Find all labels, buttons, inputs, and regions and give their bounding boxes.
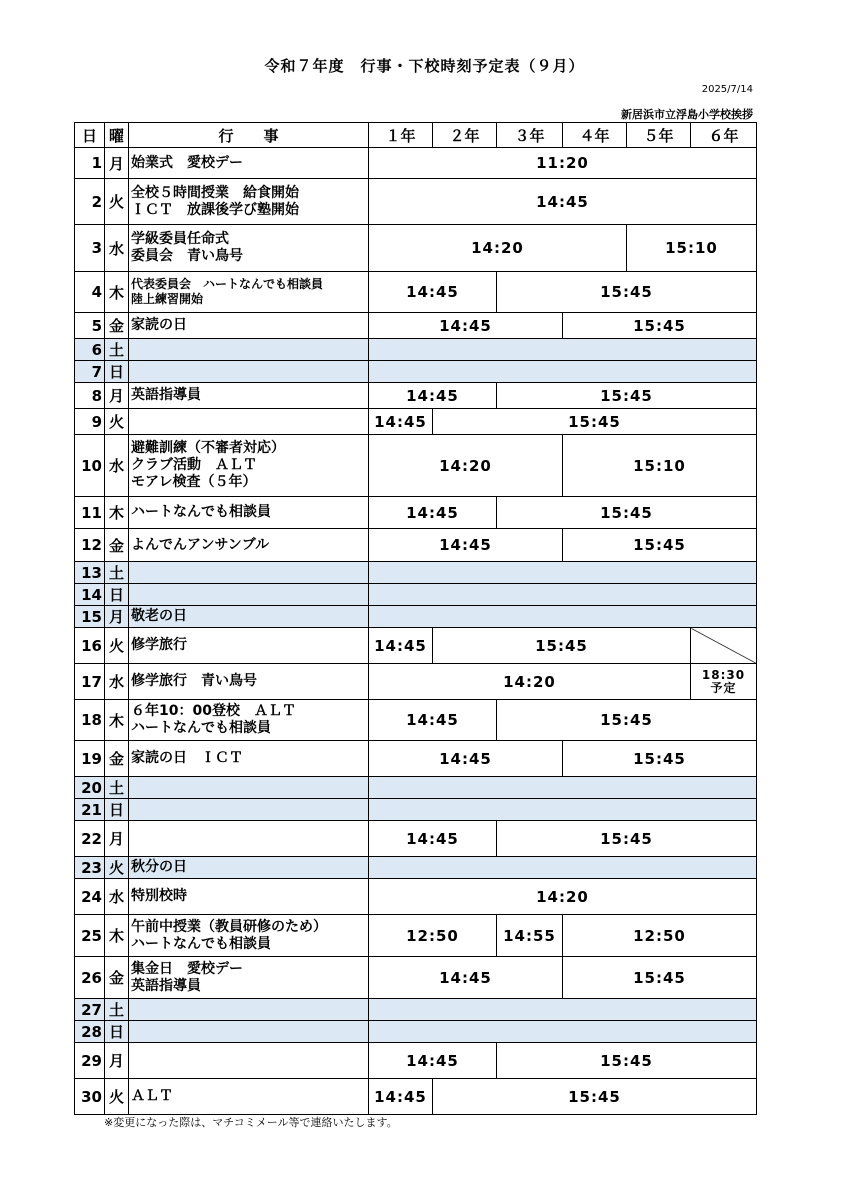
header-grade-2: ２年	[433, 123, 497, 148]
event-line: 修学旅行	[131, 637, 187, 653]
event-line: 全校５時間授業 給食開始	[131, 184, 299, 201]
schedule-row	[75, 741, 757, 777]
dismissal-time-cell: 14:45	[369, 628, 433, 664]
event-cell	[129, 915, 369, 957]
weekday-cell: 月	[105, 148, 129, 179]
schedule-row	[75, 148, 757, 179]
weekday-cell: 木	[105, 497, 129, 529]
weekday-cell: 月	[105, 383, 129, 409]
dismissal-time-cell: 15:45	[563, 957, 757, 999]
event-line: 代表委員会 ハートなんでも相談員	[131, 277, 324, 291]
dismissal-time-cell: 12:50	[563, 915, 757, 957]
weekday-cell: 水	[105, 879, 129, 915]
time-empty-cell	[369, 1021, 757, 1043]
weekday-cell: 火	[105, 179, 129, 225]
weekday-cell: 日	[105, 1021, 129, 1043]
time-empty-cell	[369, 562, 757, 584]
weekday-cell: 火	[105, 628, 129, 664]
footnote: ※変更になった際は、マチコミメール等で連絡いたします。	[104, 1116, 398, 1129]
dismissal-time-cell: 14:45	[369, 1079, 433, 1115]
header-grade-3: ３年	[497, 123, 563, 148]
header-dow: 曜	[105, 123, 129, 148]
header-grade-6: ６年	[691, 123, 757, 148]
event-cell	[129, 664, 369, 700]
schedule-row	[75, 915, 757, 957]
dismissal-time-cell: 14:45	[369, 272, 497, 313]
schedule-row	[75, 497, 757, 529]
weekday-cell: 火	[105, 1079, 129, 1115]
dismissal-time-cell: 14:45	[369, 957, 563, 999]
time-empty-cell	[369, 799, 757, 821]
event-line: ハートなんでも相談員	[131, 935, 271, 952]
dismissal-time-cell: 15:10	[627, 225, 757, 272]
event-cell	[129, 700, 369, 741]
dismissal-time-cell: 14:45	[369, 700, 497, 741]
event-line: 午前中授業（教員研修のため）	[131, 918, 327, 935]
event-cell	[129, 497, 369, 529]
day-cell: 19	[75, 741, 105, 777]
schedule-row	[75, 606, 757, 628]
schedule-row	[75, 361, 757, 383]
dismissal-time-cell: 14:55	[497, 915, 563, 957]
dismissal-time-cell: 14:45	[369, 497, 497, 529]
note-cell	[691, 664, 757, 700]
weekday-cell: 土	[105, 562, 129, 584]
note-line: 予定	[710, 680, 737, 695]
day-cell: 17	[75, 664, 105, 700]
dismissal-time-cell: 15:45	[563, 313, 757, 339]
dismissal-time-cell: 15:45	[497, 497, 757, 529]
event-cell	[129, 1043, 369, 1079]
day-cell: 18	[75, 700, 105, 741]
schedule-row	[75, 664, 757, 700]
event-line: ＩＣＴ 放課後学び塾開始	[131, 201, 299, 218]
event-line: 特別校時	[131, 888, 187, 904]
day-cell: 23	[75, 857, 105, 879]
day-cell: 25	[75, 915, 105, 957]
day-cell: 11	[75, 497, 105, 529]
time-empty-cell	[369, 999, 757, 1021]
day-cell: 2	[75, 179, 105, 225]
schedule-row	[75, 999, 757, 1021]
schedule-row	[75, 857, 757, 879]
schedule-row	[75, 777, 757, 799]
dismissal-time-cell: 14:45	[369, 1043, 497, 1079]
dismissal-time-cell: 14:20	[369, 225, 627, 272]
weekday-cell: 金	[105, 313, 129, 339]
event-cell	[129, 435, 369, 497]
event-cell	[129, 225, 369, 272]
day-cell: 28	[75, 1021, 105, 1043]
header-grade-4: ４年	[563, 123, 627, 148]
event-line: 集金日 愛校デー	[131, 960, 243, 977]
day-cell: 3	[75, 225, 105, 272]
event-line: 英語指導員	[131, 387, 201, 403]
dismissal-time-cell: 15:10	[563, 435, 757, 497]
dismissal-time-cell: 15:45	[563, 529, 757, 562]
event-line: 敬老の日	[131, 608, 187, 624]
day-cell: 9	[75, 409, 105, 435]
note-line: 18:30	[701, 667, 746, 682]
schedule-row	[75, 584, 757, 606]
header-day: 日	[75, 123, 105, 148]
schedule-row	[75, 1021, 757, 1043]
dismissal-time-cell: 15:45	[433, 1079, 757, 1115]
event-line: ハートなんでも相談員	[131, 504, 271, 520]
schedule-row	[75, 957, 757, 999]
event-cell	[129, 957, 369, 999]
weekday-cell: 月	[105, 1043, 129, 1079]
header-grade-5: ５年	[627, 123, 691, 148]
day-cell: 22	[75, 821, 105, 857]
time-empty-cell	[369, 606, 757, 628]
schedule-row	[75, 383, 757, 409]
event-cell	[129, 741, 369, 777]
event-line: 学級委員任命式	[131, 231, 229, 247]
event-cell	[129, 999, 369, 1021]
time-empty-cell	[369, 339, 757, 361]
dismissal-time-cell: 12:50	[369, 915, 497, 957]
event-cell	[129, 272, 369, 313]
event-cell	[129, 1079, 369, 1115]
dismissal-time-cell: 14:45	[369, 741, 563, 777]
schedule-row	[75, 879, 757, 915]
event-line: ＡＬＴ	[131, 1088, 173, 1104]
diagonal-slash-cell	[691, 628, 757, 664]
dismissal-time-cell: 15:45	[497, 821, 757, 857]
event-cell	[129, 361, 369, 383]
header-row	[75, 123, 757, 148]
weekday-cell: 火	[105, 857, 129, 879]
schedule-row	[75, 339, 757, 361]
event-cell	[129, 799, 369, 821]
weekday-cell: 火	[105, 409, 129, 435]
day-cell: 29	[75, 1043, 105, 1079]
event-cell	[129, 409, 369, 435]
schedule-row	[75, 562, 757, 584]
dismissal-time-cell: 14:45	[369, 313, 563, 339]
day-cell: 8	[75, 383, 105, 409]
schedule-row	[75, 225, 757, 272]
event-cell	[129, 339, 369, 361]
time-empty-cell	[369, 857, 757, 879]
event-cell	[129, 777, 369, 799]
schedule-row	[75, 435, 757, 497]
event-cell	[129, 1021, 369, 1043]
event-cell	[129, 562, 369, 584]
weekday-cell: 日	[105, 584, 129, 606]
weekday-cell: 金	[105, 957, 129, 999]
weekday-cell: 水	[105, 225, 129, 272]
event-line: ６年10：00登校 ＡＬＴ	[131, 703, 296, 719]
dismissal-time-cell: 14:20	[369, 664, 691, 700]
schedule-row	[75, 313, 757, 339]
event-line: クラブ活動 ＡＬＴ	[131, 457, 257, 473]
day-cell: 21	[75, 799, 105, 821]
day-cell: 6	[75, 339, 105, 361]
schedule-row	[75, 1043, 757, 1079]
event-cell	[129, 529, 369, 562]
dismissal-time-cell: 15:45	[433, 409, 757, 435]
dismissal-time-cell: 14:20	[369, 879, 757, 915]
school-name: 新居浜市立浮島小学校挨拶	[621, 108, 753, 121]
weekday-cell: 金	[105, 529, 129, 562]
header-grade-1: １年	[369, 123, 433, 148]
dismissal-time-cell: 14:45	[369, 821, 497, 857]
weekday-cell: 水	[105, 435, 129, 497]
event-line: 家読の日	[131, 317, 187, 333]
weekday-cell: 日	[105, 361, 129, 383]
day-cell: 15	[75, 606, 105, 628]
schedule-table	[74, 122, 757, 1115]
event-line: 英語指導員	[131, 977, 201, 994]
weekday-cell: 木	[105, 272, 129, 313]
day-cell: 5	[75, 313, 105, 339]
event-cell	[129, 179, 369, 225]
dismissal-time-cell: 14:45	[369, 529, 563, 562]
day-cell: 7	[75, 361, 105, 383]
event-cell	[129, 606, 369, 628]
schedule-row	[75, 1079, 757, 1115]
event-line: 始業式 愛校デー	[131, 154, 243, 171]
header-event: 行 事	[129, 123, 369, 148]
page-title: 令和７年度 行事・下校時刻予定表（９月）	[264, 57, 585, 75]
event-line: ハートなんでも相談員	[131, 720, 271, 736]
day-cell: 27	[75, 999, 105, 1021]
day-cell: 10	[75, 435, 105, 497]
day-cell: 24	[75, 879, 105, 915]
day-cell: 14	[75, 584, 105, 606]
weekday-cell: 土	[105, 339, 129, 361]
weekday-cell: 土	[105, 999, 129, 1021]
schedule-row	[75, 821, 757, 857]
weekday-cell: 金	[105, 741, 129, 777]
dismissal-time-cell: 15:45	[563, 741, 757, 777]
day-cell: 12	[75, 529, 105, 562]
time-empty-cell	[369, 361, 757, 383]
dismissal-time-cell: 11:20	[369, 148, 757, 179]
time-empty-cell	[369, 777, 757, 799]
event-line: モアレ検査（５年）	[131, 474, 257, 490]
schedule-row	[75, 529, 757, 562]
event-line: 家読の日 ＩＣＴ	[131, 750, 243, 766]
weekday-cell: 月	[105, 606, 129, 628]
event-line: よんでんアンサンブル	[131, 536, 270, 553]
weekday-cell: 日	[105, 799, 129, 821]
issue-date: 2025/7/14	[701, 84, 753, 95]
event-line: 秋分の日	[131, 859, 187, 875]
day-cell: 20	[75, 777, 105, 799]
dismissal-time-cell: 15:45	[497, 700, 757, 741]
day-cell: 4	[75, 272, 105, 313]
weekday-cell: 木	[105, 700, 129, 741]
weekday-cell: 水	[105, 664, 129, 700]
dismissal-time-cell: 15:45	[497, 383, 757, 409]
day-cell: 16	[75, 628, 105, 664]
dismissal-time-cell: 15:45	[497, 1043, 757, 1079]
schedule-row	[75, 409, 757, 435]
day-cell: 1	[75, 148, 105, 179]
event-line: 避難訓練（不審者対応）	[131, 440, 285, 456]
dismissal-time-cell: 15:45	[497, 272, 757, 313]
schedule-row	[75, 799, 757, 821]
schedule-body	[75, 148, 757, 1115]
event-line: 委員会 青い鳥号	[131, 248, 243, 264]
schedule-row	[75, 628, 757, 664]
schedule-row	[75, 272, 757, 313]
event-cell	[129, 879, 369, 915]
weekday-cell: 土	[105, 777, 129, 799]
event-line: 陸上練習開始	[131, 292, 204, 306]
dismissal-time-cell: 14:45	[369, 409, 433, 435]
weekday-cell: 木	[105, 915, 129, 957]
day-cell: 30	[75, 1079, 105, 1115]
weekday-cell: 月	[105, 821, 129, 857]
event-cell	[129, 148, 369, 179]
event-line: 修学旅行 青い鳥号	[131, 673, 257, 689]
dismissal-time-cell: 14:45	[369, 179, 757, 225]
time-empty-cell	[369, 584, 757, 606]
dismissal-time-cell: 14:45	[369, 383, 497, 409]
event-cell	[129, 628, 369, 664]
dismissal-time-cell: 15:45	[433, 628, 691, 664]
event-cell	[129, 821, 369, 857]
dismissal-time-cell: 14:20	[369, 435, 563, 497]
schedule-row	[75, 179, 757, 225]
event-cell	[129, 313, 369, 339]
day-cell: 26	[75, 957, 105, 999]
day-cell: 13	[75, 562, 105, 584]
event-cell	[129, 383, 369, 409]
event-cell	[129, 857, 369, 879]
event-cell	[129, 584, 369, 606]
schedule-row	[75, 700, 757, 741]
